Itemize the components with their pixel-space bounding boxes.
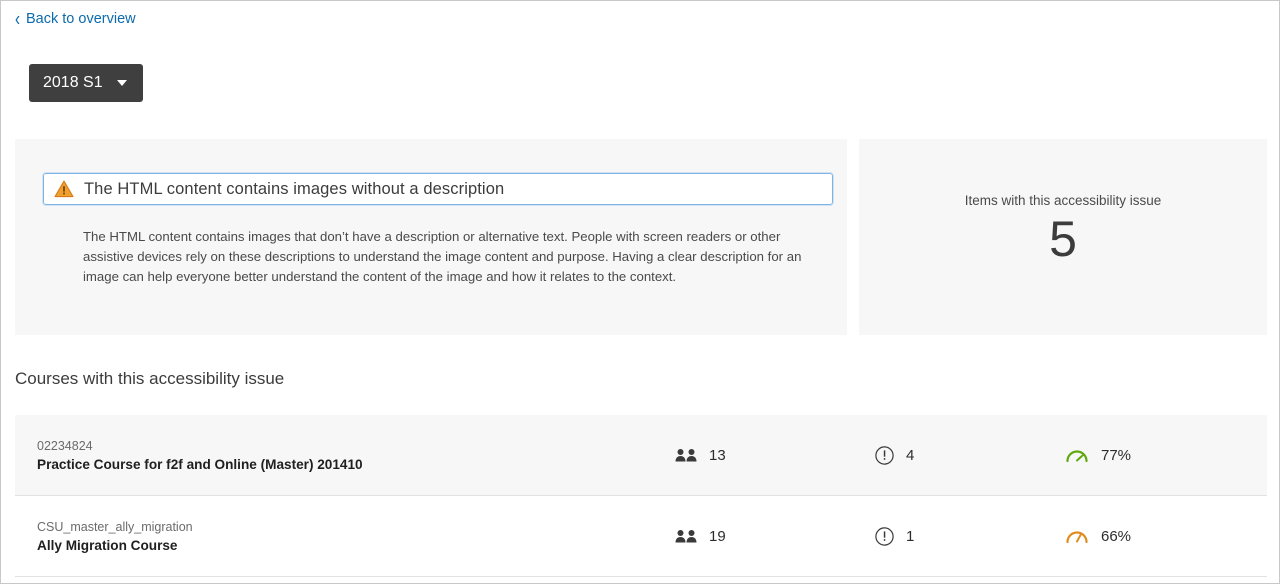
course-info (15, 439, 675, 472)
score-metric (1065, 447, 1255, 464)
alert-circle-icon (875, 446, 894, 465)
issue-title-text: The HTML content contains images without a description (84, 179, 505, 198)
people-icon (675, 528, 697, 544)
gauge-icon (1065, 447, 1089, 463)
students-count: 19 (709, 527, 726, 545)
score-value: 66% (1101, 527, 1132, 545)
course-name: Practice Course for f2f and Online (Master) 201410 (37, 456, 363, 472)
table-row[interactable] (15, 415, 1267, 496)
issue-count-card (859, 139, 1267, 335)
gauge-icon (1065, 528, 1089, 544)
back-to-overview-label: Back to overview (26, 11, 136, 27)
course-code: 02234824 (37, 438, 93, 453)
issues-metric (875, 446, 1065, 465)
alert-circle-icon (875, 527, 894, 546)
summary-cards (15, 139, 1267, 335)
issue-detail-card (15, 139, 847, 335)
course-name: Ally Migration Course (37, 537, 178, 553)
issue-title-field[interactable] (43, 173, 833, 205)
score-metric (1065, 528, 1255, 545)
issue-count-value: 5 (1049, 211, 1077, 267)
score-value: 77% (1101, 446, 1132, 464)
students-count: 13 (709, 446, 726, 464)
warning-triangle-icon (54, 180, 74, 198)
issue-count-label: Items with this accessibility issue (964, 193, 1162, 208)
issues-count: 4 (906, 446, 915, 464)
course-code: CSU_master_ally_migration (37, 519, 193, 534)
term-selector-dropdown[interactable] (29, 64, 143, 102)
course-info (15, 520, 675, 553)
issues-count: 1 (906, 527, 915, 545)
courses-list (15, 415, 1267, 577)
table-row[interactable] (15, 496, 1267, 577)
students-metric (675, 528, 875, 545)
courses-section-title: Courses with this accessibility issue (15, 369, 285, 388)
people-icon (675, 447, 697, 463)
back-to-overview-link[interactable] (15, 7, 136, 31)
issues-metric (875, 527, 1065, 546)
term-selector-value: 2018 S1 (43, 74, 103, 91)
students-metric (675, 447, 875, 464)
chevron-down-icon (117, 80, 127, 86)
issue-description: The HTML content contains images that don’t have a description or alternative text. People with screen readers or other assistive devices rely on these descriptions to understand the image content and purpose. Having a clear description for an image can help everyone better understand the content of the image and how it relates to the context. (83, 229, 802, 284)
chevron-left-icon: ‹ (15, 7, 20, 31)
